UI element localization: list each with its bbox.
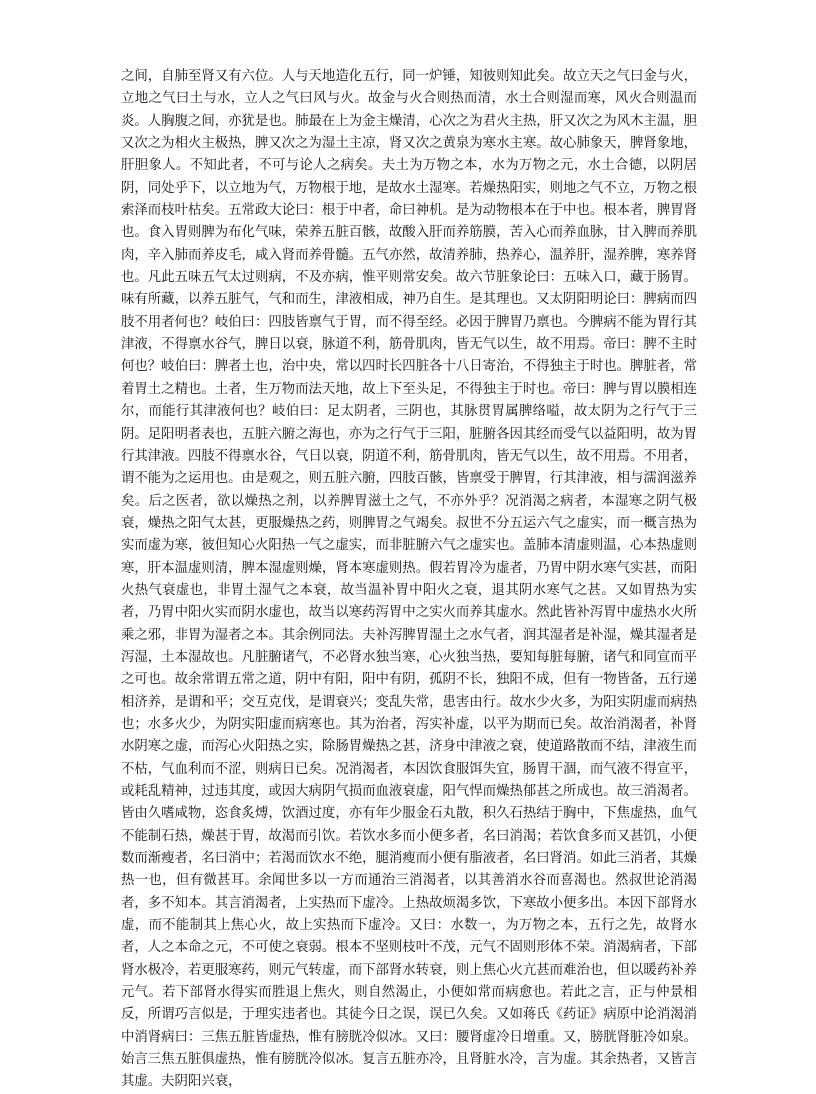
body-text: 之间，自肺至肾又有六位。人与天地造化五行，同一炉锤，知彼则知此矣。故立天之气曰金与火，立地之气曰土与水，立人之气曰风与火。故金与火合则热而清，水土合则湿而寒，风火合则温而炎。人胸腹之间，亦犹是也。肺最在上为金主燥清，心次之为君火主热，肝又次之为风木主温，胆又次之为相火主极热，脾又次之为湿土主凉，肾又次之黄泉为寒水主寒。故心肺象天，脾肾象地，肝胆象人。不知此者，不可与论人之病矣。夫土为万物之本，水为万物之元，水土合德，以阴居阴，同处乎下，以立地为气，万物根于地，是故水土湿寒。若燥热阳实，则地之气不立，万物之根索泽而枝叶枯矣。五常政大论曰：根于中者，命曰神机。是为动物根本在于中也。根本者，脾胃肾也。食入胃则脾为布化气味，荣养五脏百骸，故酸入肝而养筋膜，苦入心而养血脉，甘入脾而养肌肉，辛入肺而养皮毛，咸入肾而养骨髓。五气亦然，故清养肺，热养心，温养肝，湿养脾，寒养肾也。凡此五味五气太过则病，不及亦病，惟平则常安矣。故六节脏象论曰：五味入口，藏于肠胃。味有所藏，以养五脏气，气和而生，津液相成，神乃自生。是其理也。又太阴阳明论曰：脾病而四肢不用者何也？岐伯曰：四肢皆禀气于胃，而不得至经。必因于脾胃乃禀也。今脾病不能为胃行其津液，不得禀水谷气，脾日以衰，脉道不利，筋骨肌肉，皆无气以生，故不用焉。帝曰：脾不主时何也？岐伯曰：脾者土也，治中央，常以四时长四脏各十八日寄治，不得独主于时也。脾脏者，常着胃土之精也。土者，生万物而法天地，故上下至头足，不得独主于时也。帝曰：脾与胃以膜相连尔，而能行其津液何也？岐伯曰：足太阴者，三阴也，其脉贯胃属脾络嗌，故太阴为之行气于三阴。足阳明者表也，五脏六腑之海也，亦为之行气于三阳，脏腑各因其经而受气以益阳明，故为胃行其津液。四肢不得禀水谷，气日以衰，阴道不利，筋骨肌肉，皆无气以生，故不用焉。不用者，谓不能为之运用也。由是观之，则五脏六腑，四肢百骸，皆禀受于脾胃，行其津液，相与濡润滋养矣。后之医者，欲以燥热之剂，以养脾胃滋土之气，不亦外乎？况消渴之病者，本湿寒之阴气极衰，燥热之阳气太甚，更服燥热之药，则脾胃之气竭矣。叔世不分五运六气之虚实，而一概言热为实而虚为寒，彼但知心火阳热一气之虚实，而非脏腑六气之虚实也。盖肺本清虚则温，心本热虚则寒，肝本温虚则清，脾本湿虚则燥，肾本寒虚则热。假若胃冷为虚者，乃胃中阴水寒气实甚，而阳火热气衰虚也，非胃土湿气之本衰，故当温补胃中阳火之衰，退其阴水寒气之甚。又如胃热为实者，乃胃中阳火实而阴水虚也，故当以寒药泻胃中之实火而养其虚水。然此皆补泻胃中虚热水火所乘之邪，非胃为湿者之本。其余例同法。夫补泻脾胃湿土之水气者，润其湿者是补湿，燥其湿者是泻湿，土本湿故也。凡脏腑诸气，不必肾水独当寒，心火独当热，要知每脏每腑，诸气和同宣而平之可也。故余常谓五常之道，阴中有阳，阳中有阴，孤阴不长，独阳不成，但有一物皆备，五行递相济养，是谓和平；交互克伐，是谓衰兴；变乱失常，患害由行。故水少火多，为阳实阴虚而病热也；水多火少，为阴实阳虚而病寒也。其为治者，泻实补虚，以平为期而已矣。故治消渴者，补肾水阴寒之虚，而泻心火阳热之实，除肠胃燥热之甚，济身中津液之衰，使道路散而不结，津液生而不枯，气血利而不涩，则病日已矣。况消渴者，本因饮食服饵失宜，肠胃干涸，而气液不得宣平，或耗乱精神，过违其度，或因大病阴气损而血液衰虚，阳气悍而燥热郁甚之所成也。故三消渴者。皆由久嗜咸物，恣食炙煿，饮酒过度，亦有年少服金石丸散，积久石热结于胸中，下焦虚热，血气不能制石热，燥甚于胃，故渴而引饮。若饮水多而小便多者，名曰消渴；若饮食多而又甚饥，小便数而渐瘦者，名曰消中；若渴而饮水不绝，腿消瘦而小便有脂液者，名曰肾消。如此三消者，其燥热一也，但有微甚耳。余闻世多以一方而通治三消渴者，以其善消水谷而喜渴也。然叔世论消渴者，多不知本。其言消渴者，上实热而下虚冷。上热故烦渴多饮，下寒故小便多出。本因下部肾水虚，而不能制其上焦心火，故上实热而下虚冷。又曰：水数一，为万物之本，五行之先，故肾水者，人之本命之元，不可使之衰弱。根本不坚则枝叶不茂，元气不固则形体不荣。消渴病者，下部肾水极冷，若更服寒药，则元气转虚，而下部肾水转衰，则上焦心火亢甚而难治也，但以暖药补养元气。若下部肾水得实而胜退上焦火，则自然渴止，小便如常而病愈也。若此之言，正与仲景相反，所谓巧言似是，于理实违者也。其徒今日之误，误已久矣。又如蒋氏《药证》病原中论消渴消中消肾病曰：三焦五脏皆虚热，惟有膀胱冷似冰。又曰：腰肾虚冷日增重。又，膀胱肾脏冷如泉。始言三焦五脏俱虚热，惟有膀胱冷似冰。复言五脏亦冷，且肾脏水冷，言为虚。其余热者，又皆言其虚。夫阴阳兴衰， — [121, 69, 697, 1090]
